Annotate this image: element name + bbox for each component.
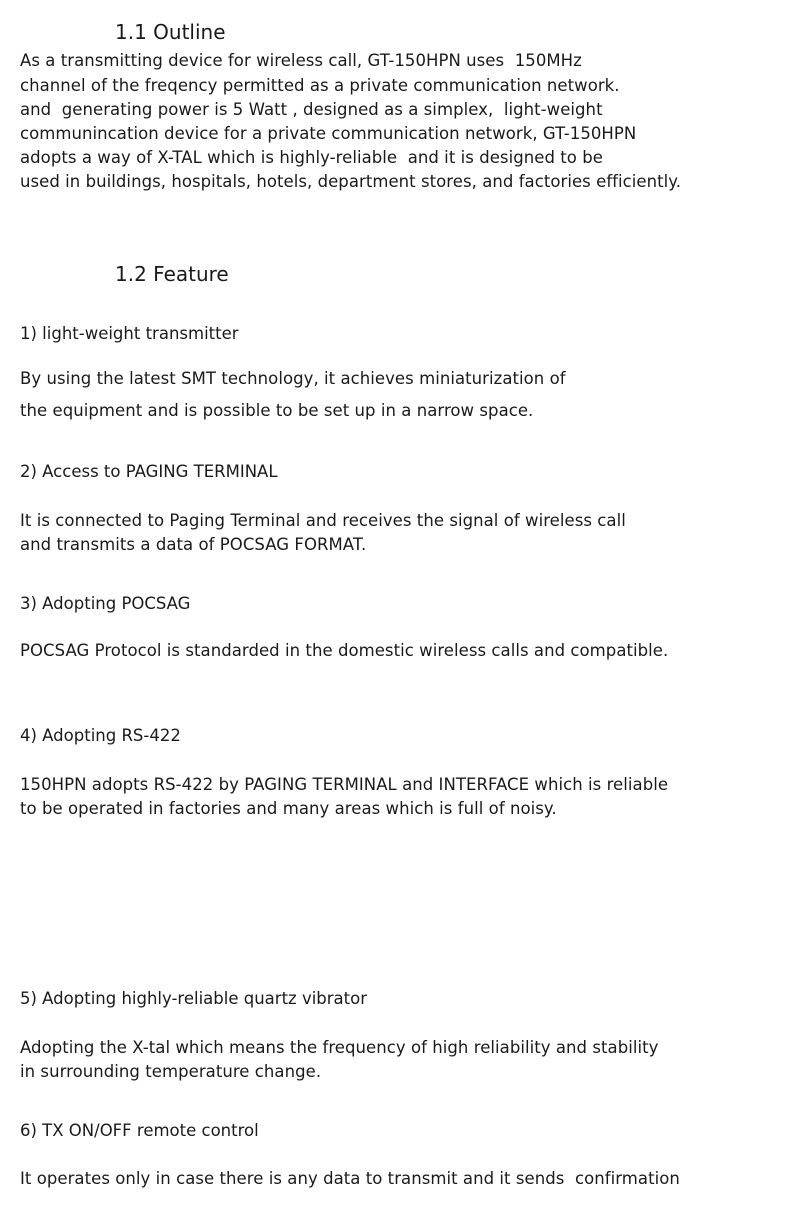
feature-item-title: 5) Adopting highly-reliable quartz vibrator bbox=[20, 989, 368, 1008]
feature-item-line: By using the latest SMT technology, it achieves miniaturization of bbox=[20, 369, 566, 388]
outline-line: and generating power is 5 Watt , designed as a simplex, light-weight bbox=[20, 100, 603, 119]
outline-line: used in buildings, hospitals, hotels, department stores, and factories efficiently. bbox=[20, 172, 682, 191]
feature-item-line: It is connected to Paging Terminal and receives the signal of wireless call bbox=[20, 511, 626, 530]
feature-item-title: 1) light-weight transmitter bbox=[20, 324, 239, 343]
feature-heading: 1.2 Feature bbox=[115, 262, 229, 286]
outline-line: channel of the freqency permitted as a private communication network. bbox=[20, 76, 620, 95]
feature-item-title: 4) Adopting RS-422 bbox=[20, 726, 181, 745]
outline-heading: 1.1 Outline bbox=[115, 20, 226, 44]
feature-item-line: to be operated in factories and many areas which is full of noisy. bbox=[20, 799, 557, 818]
feature-item-line: Adopting the X-tal which means the frequency of high reliability and stability bbox=[20, 1038, 659, 1057]
feature-item-line: and transmits a data of POCSAG FORMAT. bbox=[20, 535, 367, 554]
feature-item-line: 150HPN adopts RS-422 by PAGING TERMINAL and INTERFACE which is reliable bbox=[20, 775, 669, 794]
feature-item-line: It operates only in case there is any data to transmit and it sends confirmation bbox=[20, 1169, 680, 1188]
feature-item-line: POCSAG Protocol is standarded in the domestic wireless calls and compatible. bbox=[20, 641, 669, 660]
feature-item-title: 6) TX ON/OFF remote control bbox=[20, 1121, 259, 1140]
outline-line: communincation device for a private communication network, GT-150HPN bbox=[20, 124, 637, 143]
outline-line: adopts a way of X-TAL which is highly-reliable and it is designed to be bbox=[20, 148, 603, 167]
feature-item-title: 3) Adopting POCSAG bbox=[20, 594, 191, 613]
feature-item-title: 2) Access to PAGING TERMINAL bbox=[20, 462, 278, 481]
feature-item-line: in surrounding temperature change. bbox=[20, 1062, 322, 1081]
outline-line: As a transmitting device for wireless call, GT-150HPN uses 150MHz bbox=[20, 51, 582, 70]
feature-item-line: the equipment and is possible to be set up in a narrow space. bbox=[20, 401, 534, 420]
